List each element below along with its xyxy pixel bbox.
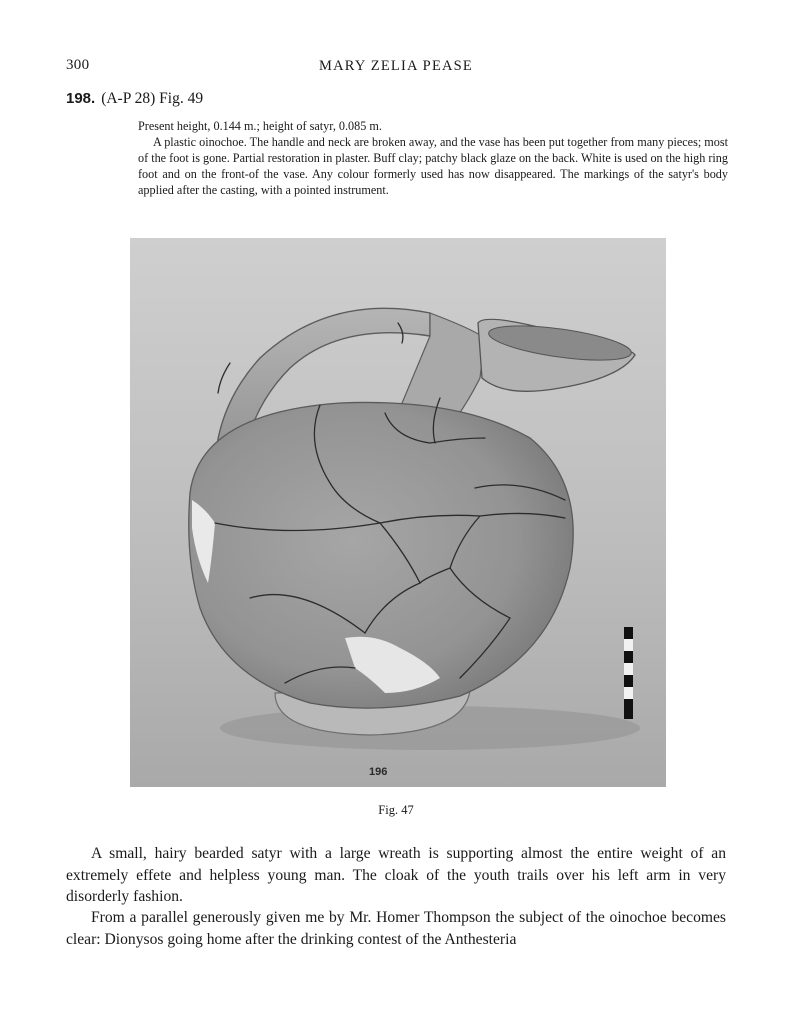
entry-number: 198. xyxy=(66,90,96,107)
running-title: MARY ZELIA PEASE xyxy=(318,58,473,74)
vase-photograph xyxy=(130,238,666,787)
body-paragraph-2: From a parallel generously given me by Mr. Homer Thompson the subject of the oinochoe becomes clear: Dionysos going home after the drinking contest of the Anthesteria xyxy=(66,909,726,948)
figure-caption: Fig. 47 xyxy=(378,803,414,817)
scale-bar xyxy=(624,627,633,719)
entry-description: A plastic oinochoe. The handle and neck are broken away, and the vase has been put together from many pieces; most of the foot is gone. Partial restoration in plaster. Buff clay; patchy black glaze on the back. White is used on the high ring foot and on the front-of the vase. Any colour formerly used has now disappeared. The markings of the satyr's body applied after the casting, with a pointed instrument. xyxy=(138,135,728,197)
entry-measurements: Present height, 0.144 m.; height of satyr, 0.085 m. xyxy=(138,119,382,133)
entry-reference: (A-P 28) Fig. 49 xyxy=(101,90,204,107)
page-number: 300 xyxy=(66,57,90,73)
body-paragraph-1: A small, hairy bearded satyr with a large wreath is supporting almost the entire weight of an extremely effete and helpless young man. The cloak of the youth trails over his left arm in very disorderly fashion. xyxy=(66,845,726,905)
inventory-mark: 196 xyxy=(369,766,388,778)
entry-heading xyxy=(66,90,203,108)
